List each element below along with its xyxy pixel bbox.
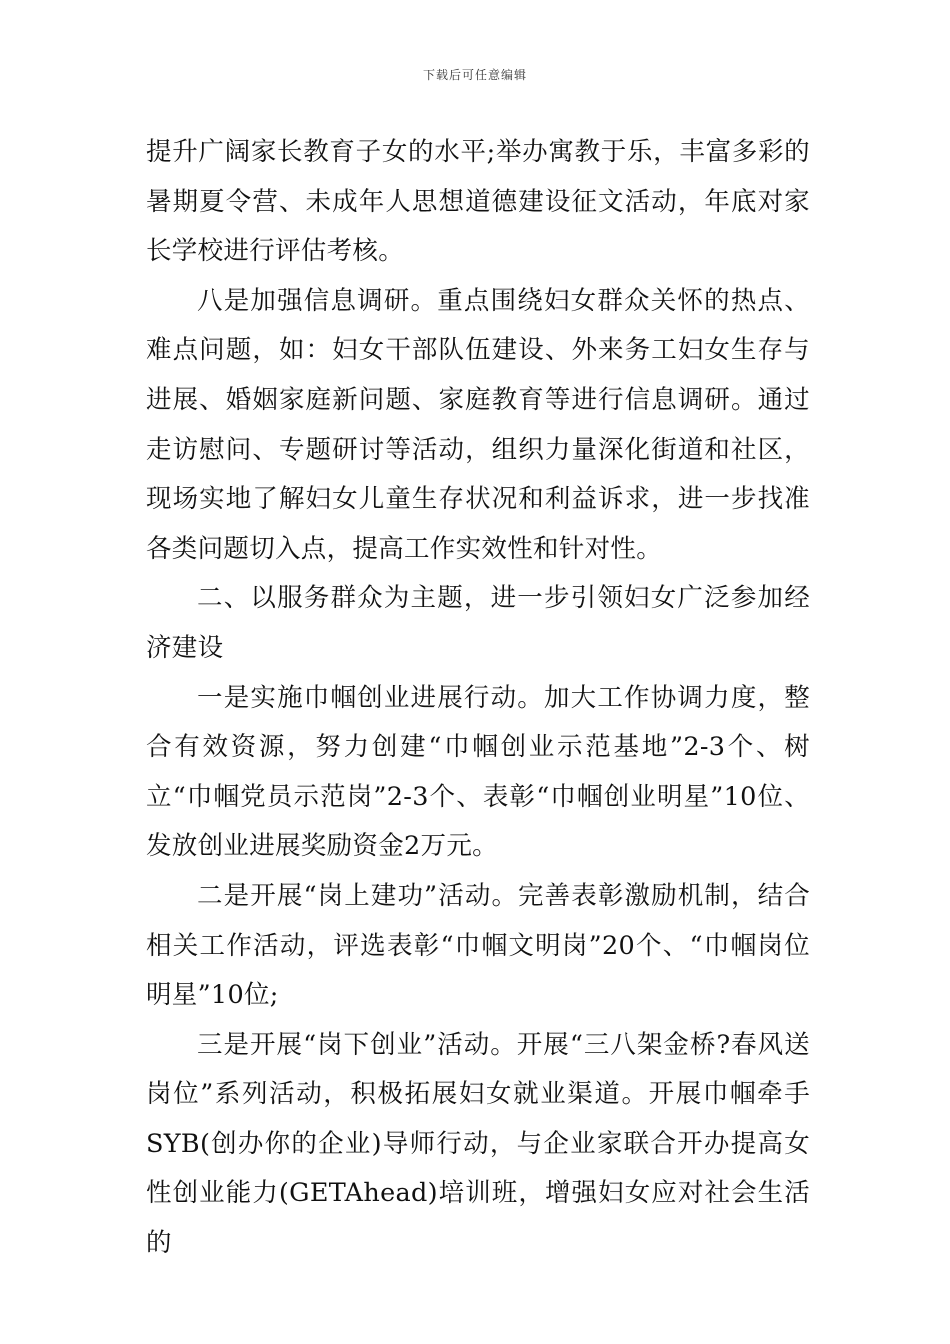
- document-body: [146, 128, 810, 1269]
- paragraph-1: 提升广阔家长教育子女的水平;举办寓教于乐，丰富多彩的暑期夏令营、未成年人思想道德建设征文活动，年底对家长学校进行评估考核。: [146, 137, 810, 267]
- paragraph-4: 二是开展“岗上建功”活动。完善表彰激励机制，结合相关工作活动，评选表彰“巾帼文明岗”20个、“巾帼岗位明星”10位;: [146, 880, 810, 1011]
- section-heading: 二、以服务群众为主题，进一步引领妇女广泛参加经济建设: [146, 583, 810, 663]
- page-header: 下载后可任意编辑: [422, 68, 527, 82]
- paragraph-5: 三是开展“岗下创业”活动。开展“三八架金桥?春风送岗位”系列活动，积极拓展妇女就业渠道。开展巾帼牵手SYB(创办你的企业)导师行动，与企业家联合开办提高女性创业能力(GETAhead)培训班，增强妇女应对社会生活的: [146, 1029, 810, 1259]
- paragraph-2: 八是加强信息调研。重点围绕妇女群众关怀的热点、难点问题，如：妇女干部队伍建设、外来务工妇女生存与进展、婚姻家庭新问题、家庭教育等进行信息调研。通过走访慰问、专题研讨等活动，组织力量深化街道和社区，现场实地了解妇女儿童生存状况和利益诉求，进一步找准各类问题切入点，提高工作实效性和针对性。: [146, 285, 810, 564]
- paragraph-3: 一是实施巾帼创业进展行动。加大工作协调力度，整合有效资源，努力创建“巾帼创业示范基地”2-3个、树立“巾帼党员示范岗”2-3个、表彰“巾帼创业明星”10位、发放创业进展奖励资金2万元。: [146, 682, 810, 862]
